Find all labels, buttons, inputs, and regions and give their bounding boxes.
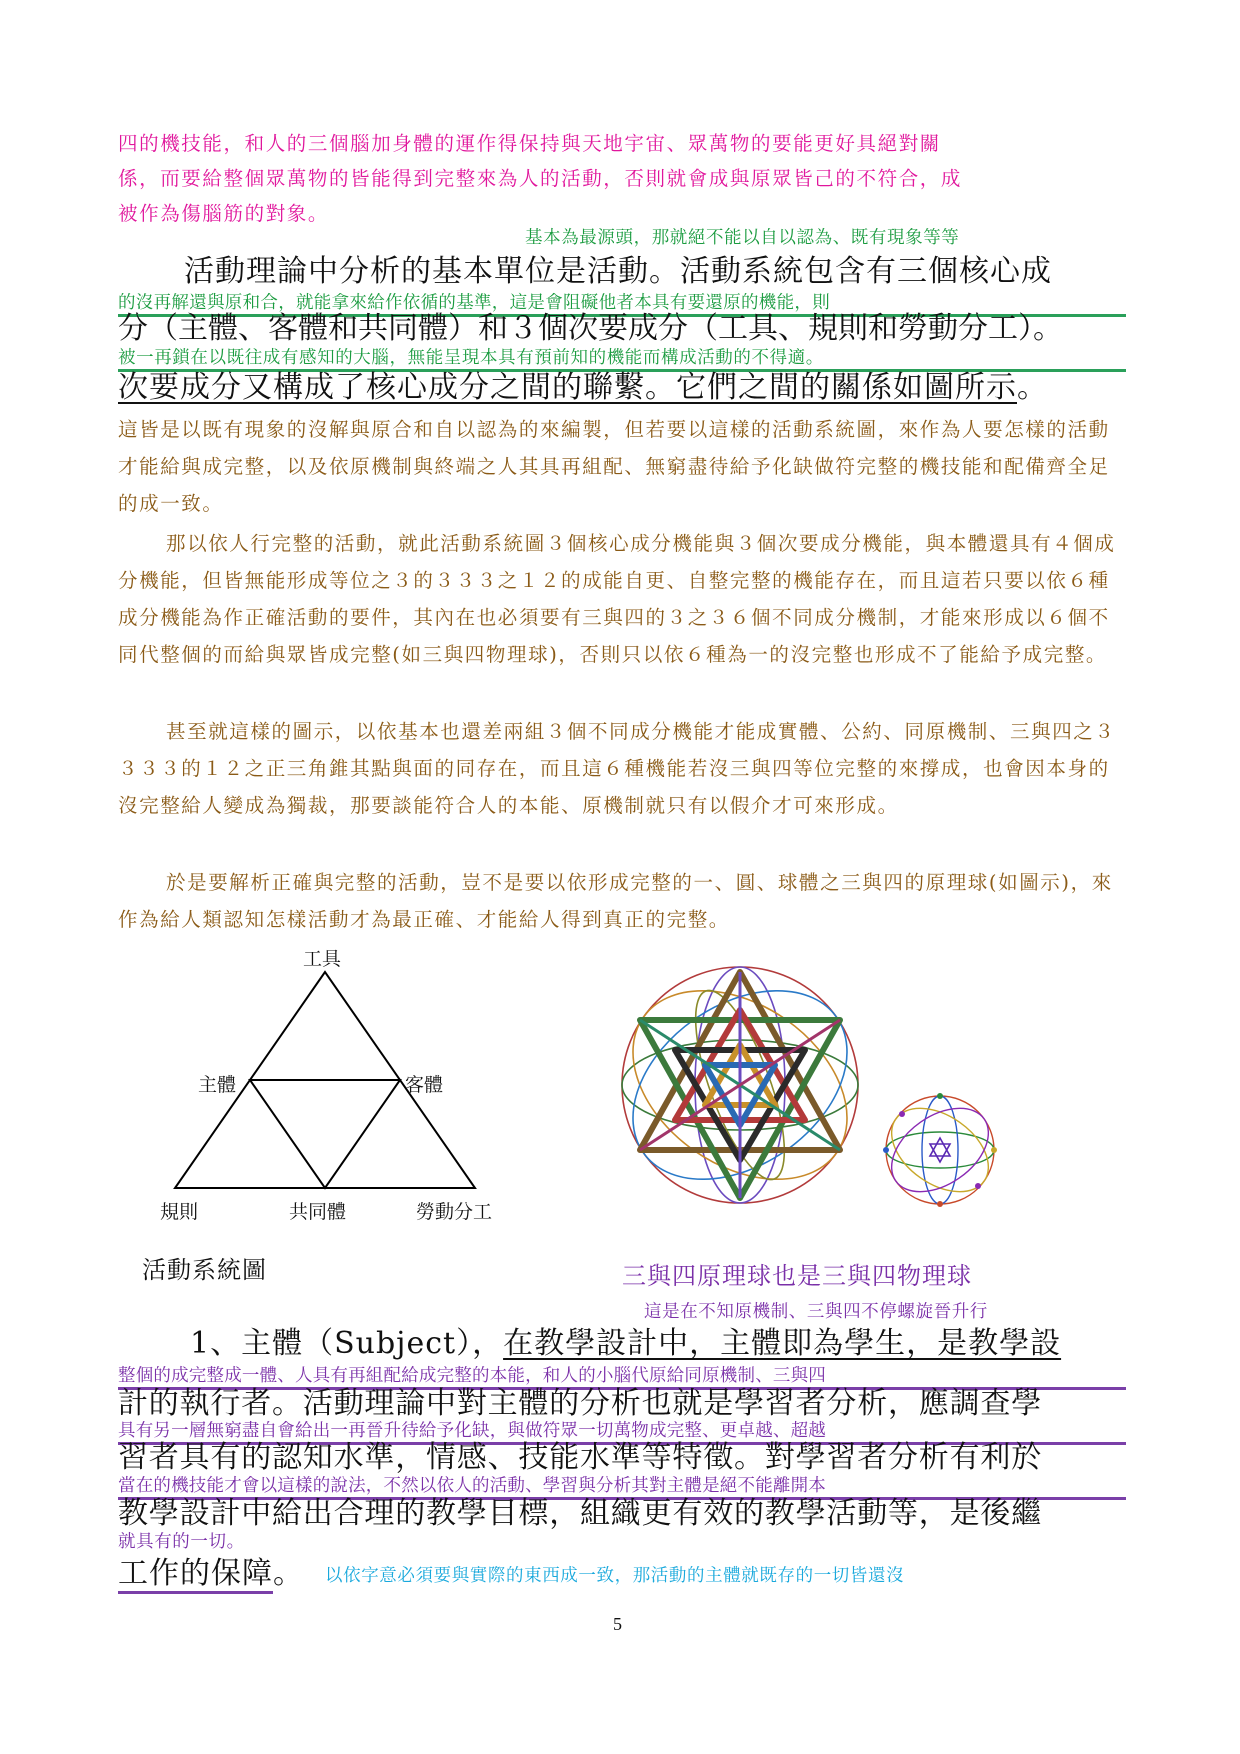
main-text-line-3-underlined: 次要成分又構成了核心成分之間的聯繫。它們之間的關係如圖所示 (118, 370, 1017, 405)
diagram-label-bottom-left: 規則 (160, 1202, 199, 1223)
inner-triangle (250, 1080, 400, 1188)
diagram-label-bottom-right: 勞動分工 (416, 1202, 493, 1223)
diagram-label-right: 客體 (405, 1075, 444, 1096)
annotation-1: 基本為最源頭，那就絕不能以自以認為、既有現象等等 (525, 228, 960, 248)
page-number: 5 (613, 1614, 622, 1634)
diagram-label-top: 工具 (303, 949, 342, 970)
small-sphere-image (880, 1090, 1000, 1210)
paragraph-2: 那以依人行完整的活動，就此活動系統圖３個核心成分機能與３個次要成分機能，與本體還具有４個成分機能，但皆無能形成等位之３的３３３之１２的成能自更、自整完整的機能存在，而且這若只要以依６種成分機能為作正確活動的要件，其內在也必須要有三與四的３之３６個不同成分機制，才能來形成以６個不同代整個的而給與眾皆成完整(如三與四物理球)，否則只以依６種為一的沒完整也形成不了能給予成完整。 (118, 532, 1116, 666)
subject-line-1-underlined: 在教學設計中，主體即為學生，是教學設 (503, 1326, 1062, 1361)
paragraph-1: 這皆是以既有現象的沒解與原合和自以認為的來編製，但若要以這樣的活動系統圖，來作為人要怎樣的活動才能給與成完整，以及依原機制與終端之人其具再組配、無窮盡待給予化缺做符完整的機技能和配備齊全足的成一致。 (118, 418, 1110, 515)
main-text-line-3-end: 。 (1017, 370, 1048, 405)
intro-line-3: 被作為傷腦筋的對象。 (118, 202, 330, 225)
annotation-5: 整個的成完整成一體、人具有再組配給成完整的本能，和人的小腦代原給同原機制、三與四 (118, 1362, 1126, 1390)
subject-line-5 (118, 1548, 304, 1592)
annotation-7: 當在的機技能才會以這樣的說法，不然以依人的活動、學習與分析其對主體是絕不能離開本 (118, 1472, 1126, 1500)
intro-line-1: 四的機技能，和人的三個腦加身體的運作得保持與天地宇宙、眾萬物的要能更好具絕對關 (118, 132, 941, 155)
paragraph-4: 於是要解析正確與完整的活動，豈不是要以依形成完整的一、圓、球體之三與四的原理球(如圖示)，來作為給人類認知怎樣活動才為最正確、才能給人得到真正的完整。 (118, 871, 1113, 931)
annotation-3: 被一再鎖在以既往成有感知的大腦，無能呈現本具有預前知的機能而構成活動的不得適。 (118, 344, 1126, 372)
annotation-2: 的沒再解還與原和合，就能拿來給作依循的基準，這是會阻礙他者本具有要還原的機能，則 (118, 289, 1126, 317)
subject-line-5-end: 。 (273, 1556, 304, 1591)
diagram-caption: 活動系統圖 (142, 1256, 267, 1284)
main-text-line-2: 分（主體、客體和共同體）和３個次要成分（工具、規則和勞動分工）。 (118, 311, 1063, 346)
annotation-4: 這是在不知原機制、三與四不停螺旋晉升行 (644, 1302, 988, 1322)
diagram-label-left: 主體 (198, 1075, 237, 1096)
intro-line-2: 係，而要給整個眾萬物的皆能得到完整來為人的活動，否則就會成與原眾皆己的不符合，成 (118, 167, 963, 190)
diagram-label-bottom-center: 共同體 (289, 1202, 347, 1223)
annotation-6: 具有另一層無窮盡自會給出一再晉升待給予化缺，與做符眾一切萬物成完整、更卓越、超越 (118, 1417, 1126, 1445)
paragraph-3: 甚至就這樣的圖示，以依基本也還差兩組３個不同成分機能才能成實體、公約、同原機制、三與四之３３３３的１２之正三角錐其點與面的同存在，而且這６種機能若沒三與四等位完整的來撐成，也會因本身的沒完整給人變成為獨裁，那要談能符合人的本能、原機制就只有以假介才可來形成。 (118, 720, 1116, 817)
subject-line-5-underlined: 工作的保障 (118, 1556, 273, 1594)
subject-line-3: 習者具有的認知水準，情感、技能水準等特徵。對學習者分析有利於 (118, 1440, 1042, 1475)
subject-line-2: 計的執行者。活動理論中對主體的分析也就是學習者分析，應調查學 (118, 1386, 1042, 1421)
subject-heading: 1、主體（Subject）， (190, 1326, 504, 1361)
annotation-9: 以依字意必須要與實際的東西成一致，那活動的主體就既存的一切皆還沒 (325, 1566, 905, 1586)
large-sphere-image (610, 960, 870, 1210)
intro-paragraph (118, 126, 1128, 231)
main-text-line-1: 活動理論中分析的基本單位是活動。活動系統包含有三個核心成 (184, 254, 1052, 289)
sphere-caption: 三與四原理球也是三與四物理球 (622, 1262, 972, 1290)
subject-line-4: 教學設計中給出合理的教學目標，組織更有效的教學活動等，是後繼 (118, 1496, 1042, 1531)
annotation-8: 就具有的一切。 (118, 1532, 245, 1552)
main-text-line-3 (118, 362, 1048, 406)
subject-line-1 (190, 1318, 1061, 1362)
